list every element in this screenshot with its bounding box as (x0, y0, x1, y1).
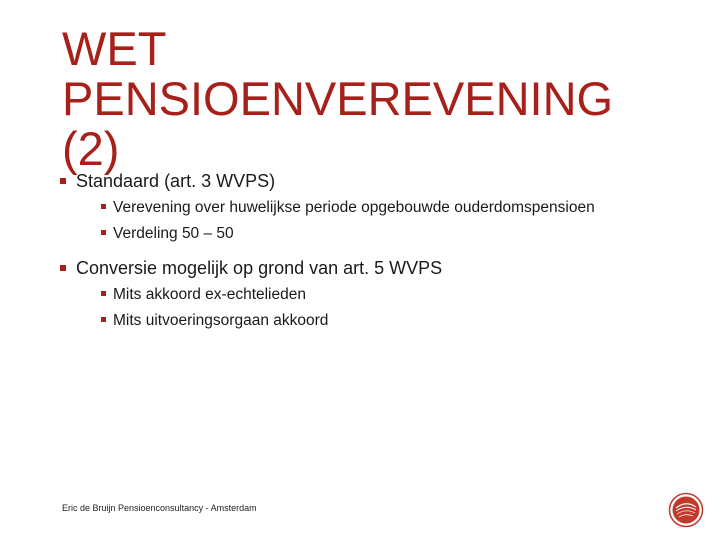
sub-bullet-list (76, 285, 698, 330)
bullet-item-conversie (58, 257, 698, 330)
square-bullet-icon (101, 291, 106, 296)
sub-bullet-text: Mits akkoord ex-echtelieden (113, 286, 306, 303)
square-bullet-icon (60, 178, 66, 184)
bullet-item-standaard (58, 170, 698, 243)
title-line-1: WET (62, 22, 167, 75)
sub-bullet-text: Mits uitvoeringsorgaan akkoord (113, 312, 329, 329)
circular-swirl-logo-icon (668, 492, 704, 528)
square-bullet-icon (101, 230, 106, 235)
title-line-3: (2) (62, 122, 120, 175)
sub-bullet-item (76, 285, 698, 304)
sub-bullet-list (76, 198, 698, 243)
bullet-text: Conversie mogelijk op grond van art. 5 WVPS (76, 258, 443, 278)
square-bullet-icon (101, 317, 106, 322)
square-bullet-icon (60, 265, 66, 271)
bullet-text: Standaard (art. 3 WVPS) (76, 171, 276, 191)
sub-bullet-item (76, 311, 698, 330)
square-bullet-icon (101, 204, 106, 209)
sub-bullet-text: Verdeling 50 – 50 (113, 225, 234, 242)
sub-bullet-item (76, 224, 698, 243)
sub-bullet-item (76, 198, 698, 217)
sub-bullet-text: Verevening over huwelijkse periode opgebouwde ouderdomspensioen (113, 199, 595, 216)
footer-text: Eric de Bruijn Pensioenconsultancy - Amsterdam (62, 503, 257, 513)
title-line-2: PENSIOENVEREVENING (62, 72, 614, 125)
bullet-list (58, 170, 698, 337)
slide-title (62, 24, 702, 174)
